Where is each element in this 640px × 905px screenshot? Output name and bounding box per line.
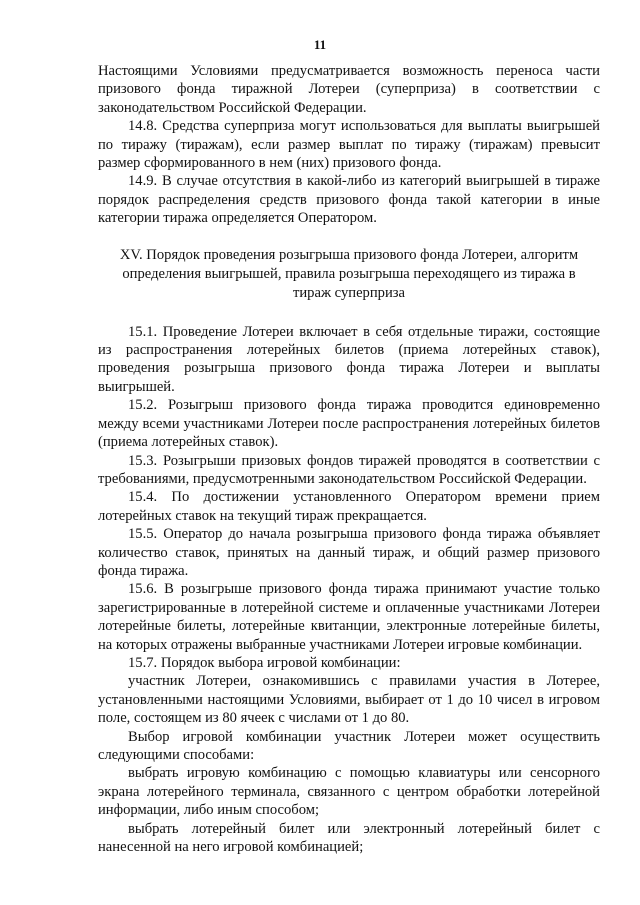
paragraph-15-7-method-ticket: выбрать лотерейный билет или электронный лотерейный билет с нанесенной на него игровой комбинацией; — [98, 820, 600, 856]
paragraph-15-7-participant: участник Лотереи, ознакомившись с правилами участия в Лотерее, установленными настоящими Условиями, выбирает от 1 до 10 чисел в игровом поле, состоящем из 80 ячеек с числами от 1 до 80. — [98, 673, 600, 727]
paragraph-14-9: 14.9. В случае отсутствия в какой-либо из категорий выигрышей в тираже порядок распределения средств призового фонда такой категории в иные категории тиража определяется Оператором. — [98, 173, 600, 227]
paragraph-15-7-method-terminal: выбрать игровую комбинацию с помощью клавиатуры или сенсорного экрана лотерейного терминала, связанного с центром обработки лотерейной информации, либо иным способом; — [98, 765, 600, 819]
paragraph-15-1: 15.1. Проведение Лотереи включает в себя отдельные тиражи, состоящие из распространения лотерейных билетов (приема лотерейных ставок), проведения розыгрыша призового фонда тиража Лотереи и выплаты выигрышей. — [98, 323, 600, 395]
document-body — [98, 62, 600, 856]
paragraph-15-2: 15.2. Розыгрыш призового фонда тиража проводится единовременно между всеми участниками Лотереи после распространения лотерейных билетов (приема лотерейных ставок). — [98, 397, 600, 451]
paragraph-14-8: 14.8. Средства суперприза могут использоваться для выплаты выигрышей по тиражу (тиражам), если размер выплат по тиражу (тиражам) превысит размер сформированного в нем (них) призового фонда. — [98, 118, 600, 172]
paragraph-15-4: 15.4. По достижении установленного Оператором времени прием лотерейных ставок на текущий тираж прекращается. — [98, 489, 600, 524]
paragraph-conditions-transfer: Настоящими Условиями предусматривается возможность переноса части призового фонда тиражной Лотереи (суперприза) в соответствии с законодательством Российской Федерации. — [98, 63, 600, 116]
paragraph-15-6: 15.6. В розыгрыше призового фонда тиража принимают участие только зарегистрированные в лотерейной системе и оплаченные участниками Лотереи лотерейные билеты, лотерейные квитанции, электронные лотерейные билеты, на которых отражены выбранные участниками Лотереи игровые комбинации. — [98, 581, 600, 653]
paragraph-15-7: 15.7. Порядок выбора игровой комбинации: — [128, 654, 401, 671]
page-number: 11 — [313, 37, 327, 52]
paragraph-15-5: 15.5. Оператор до начала розыгрыша призового фонда тиража объявляет количество ставок, принятых на данный тираж, и общий размер призового фонда тиража. — [98, 526, 600, 579]
section-heading-xv: XV. Порядок проведения розыгрыша призового фонда Лотереи, алгоритм определения выигрышей, правила розыгрыша переходящего из тиража в тираж суперприза — [119, 246, 579, 301]
paragraph-15-7-methods: Выбор игровой комбинации участник Лотереи может осуществить следующими способами: — [98, 728, 600, 763]
paragraph-15-3: 15.3. Розыгрыши призовых фондов тиражей проводятся в соответствии с требованиями, предусмотренными законодательством Российской Федерации. — [98, 452, 600, 487]
